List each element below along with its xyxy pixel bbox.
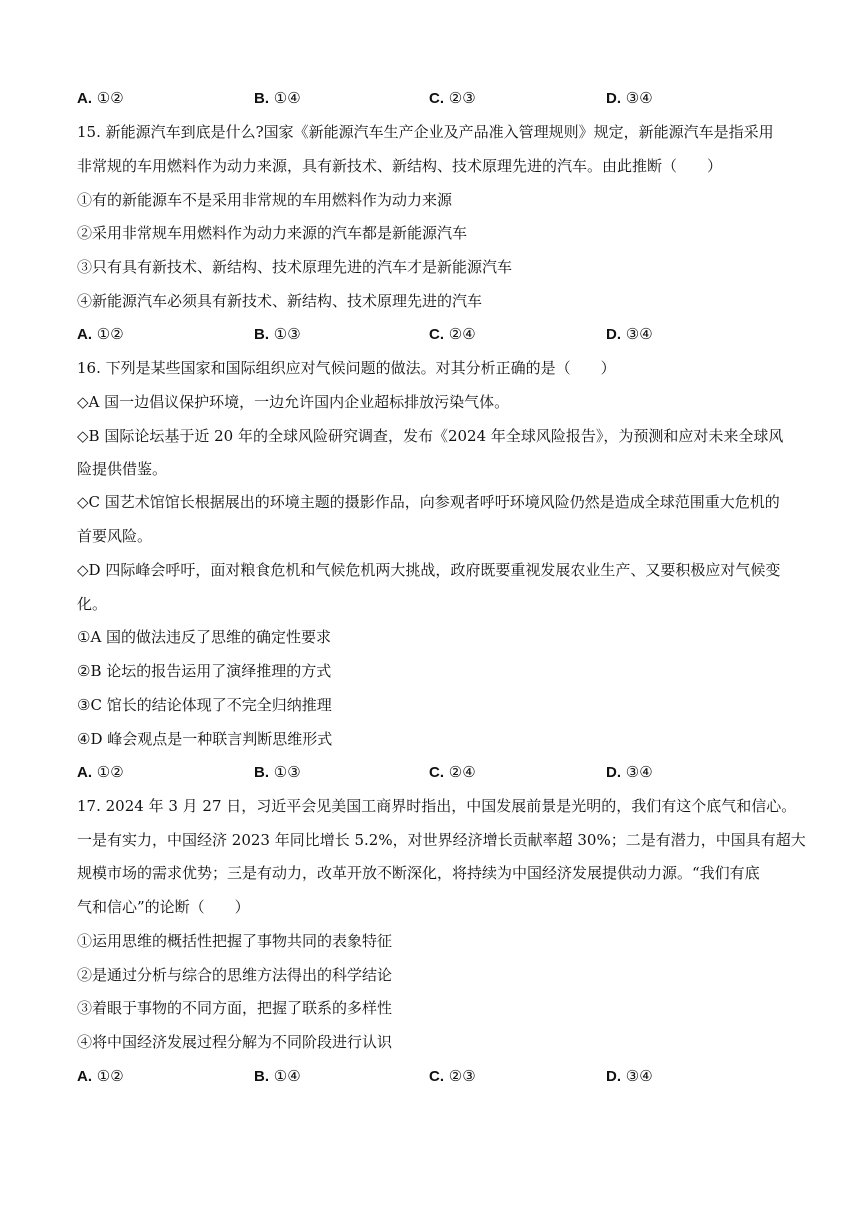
q16-stem-line: 化。 <box>77 595 108 613</box>
q16-option-a: A. ①② <box>77 763 124 781</box>
q15-option-d: D. ③④ <box>606 325 653 343</box>
q14-option-d: D. ③④ <box>606 89 653 107</box>
q14-options <box>77 88 797 108</box>
q17-statement: ①运用思维的概括性把握了事物共同的表象特征 <box>77 932 393 950</box>
q17-statement: ④将中国经济发展过程分解为不同阶段进行认识 <box>77 1033 393 1051</box>
q16-stem-line: ◇D 四际峰会呼吁，面对粮食危机和气候危机两大挑战，政府既要重视发展农业生产、又要积极应对气候变 <box>77 561 781 579</box>
q16-stem-line: 16. 下列是某些国家和国际组织应对气候问题的做法。对其分析正确的是（ ） <box>77 359 616 377</box>
q15-statement: ②采用非常规车用燃料作为动力来源的汽车都是新能源汽车 <box>77 224 468 242</box>
q16-option-d: D. ③④ <box>606 763 653 781</box>
q16-stem-line: 首要风险。 <box>77 527 153 545</box>
q15-options <box>77 324 797 344</box>
q17-stem-line: 17. 2024 年 3 月 27 日，习近平会见美国工商界时指出，中国发展前景是光明的，我们有这个底气和信心。 <box>77 797 797 815</box>
q16-statement: ②B 论坛的报告运用了演绎推理的方式 <box>77 662 332 680</box>
q16-option-b: B. ①③ <box>254 763 301 781</box>
q15-statement: ①有的新能源车不是采用非常规的车用燃料作为动力来源 <box>77 191 453 209</box>
q14-option-b: B. ①④ <box>254 89 301 107</box>
q17-statement: ③着眼于事物的不同方面，把握了联系的多样性 <box>77 999 393 1017</box>
q16-option-c: C. ②④ <box>429 763 476 781</box>
q16-options <box>77 762 797 782</box>
q17-option-b: B. ①④ <box>254 1067 301 1085</box>
q16-stem-line: ◇C 国艺术馆馆长根据展出的环境主题的摄影作品，向参观者呼吁环境风险仍然是造成全球范围重大危机的 <box>77 493 780 511</box>
q17-option-a: A. ①② <box>77 1067 124 1085</box>
q17-option-c: C. ②③ <box>429 1067 476 1085</box>
q16-statement: ①A 国的做法违反了思维的确定性要求 <box>77 628 332 646</box>
q17-stem-line: 一是有实力，中国经济 2023 年同比增长 5.2%，对世界经济增长贡献率超 30%；二是有潜力，中国具有超大 <box>77 831 806 849</box>
q15-option-c: C. ②④ <box>429 325 476 343</box>
q16-stem-line: ◇B 国际论坛基于近 20 年的全球风险研究调查，发布《2024 年全球风险报告》，为预测和应对未来全球风 <box>77 427 784 445</box>
q17-stem-line: 规模市场的需求优势；三是有动力，改革开放不断深化，将持续为中国经济发展提供动力源。“我们有底 <box>77 864 760 882</box>
q17-statement: ②是通过分析与综合的思维方法得出的科学结论 <box>77 966 393 984</box>
q15-stem-line: 非常规的车用燃料作为动力来源，具有新技术、新结构、技术原理先进的汽车。由此推断（ ） <box>77 157 723 175</box>
q15-statement: ③只有具有新技术、新结构、技术原理先进的汽车才是新能源汽车 <box>77 258 513 276</box>
q16-stem-line: 险提供借鉴。 <box>77 460 168 478</box>
q16-statement: ③C 馆长的结论体现了不完全归纳推理 <box>77 696 332 714</box>
q15-stem-line: 15. 新能源汽车到底是什么?国家《新能源汽车生产企业及产品准入管理规则》规定，新能源汽车是指采用 <box>77 123 774 141</box>
q15-option-a: A. ①② <box>77 325 124 343</box>
q14-option-a: A. ①② <box>77 89 124 107</box>
q15-option-b: B. ①③ <box>254 325 301 343</box>
q15-statement: ④新能源汽车必须具有新技术、新结构、技术原理先进的汽车 <box>77 292 483 310</box>
q16-stem-line: ◇A 国一边倡议保护环境，一边允许国内企业超标排放污染气体。 <box>77 393 510 411</box>
q16-statement: ④D 峰会观点是一种联言判断思维形式 <box>77 730 333 748</box>
q14-option-c: C. ②③ <box>429 89 476 107</box>
q17-option-d: D. ③④ <box>606 1067 653 1085</box>
q17-options <box>77 1066 797 1086</box>
q17-stem-line: 气和信心”的论断（ ） <box>77 898 250 916</box>
